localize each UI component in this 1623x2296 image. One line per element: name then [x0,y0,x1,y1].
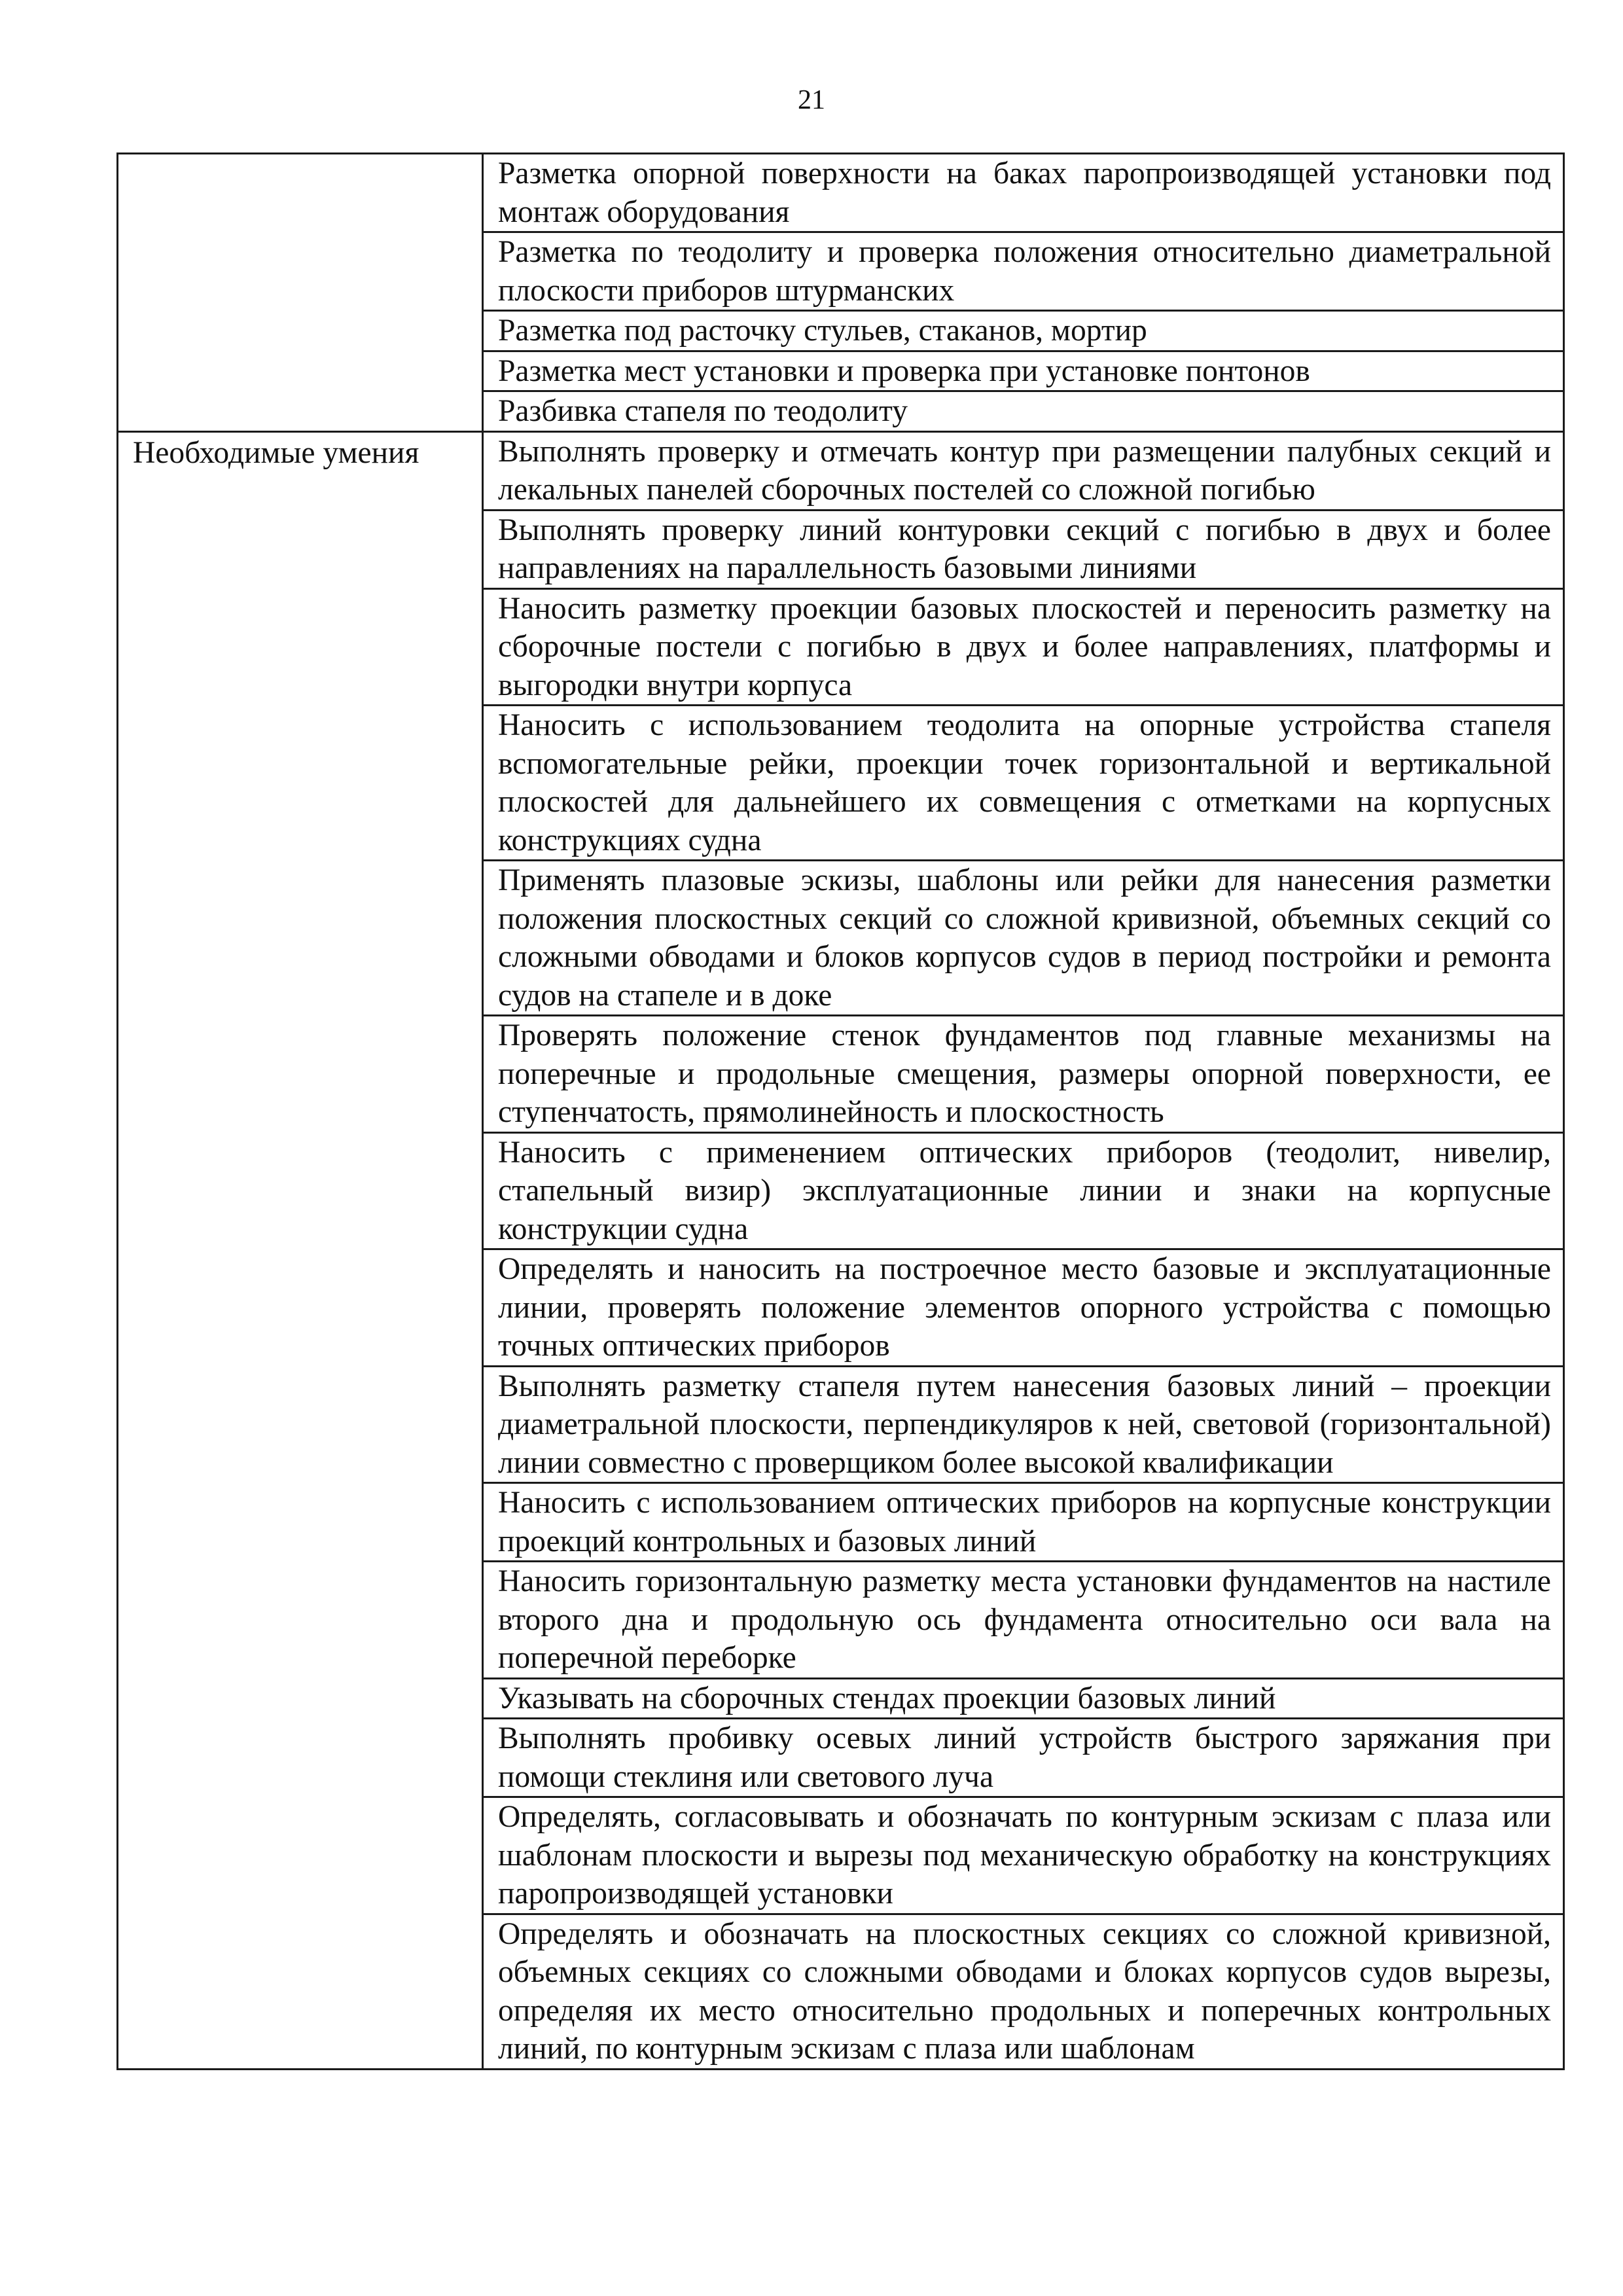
table-cell: Наносить с применением оптических приборов (теодолит, нивелир, стапельный визир) эксплуатационные линии и знаки на корпусные конструкции судна [483,1132,1564,1249]
table-cell: Выполнять пробивку осевых линий устройств быстрого заряжания при помощи стеклиня или светового луча [483,1719,1564,1797]
table-cell: Выполнять проверку и отмечать контур при размещении палубных секций и лекальных панелей сборочных постелей со сложной погибью [483,431,1564,510]
table-cell: Наносить с использованием оптических приборов на корпусные конструкции проекций контрольных и базовых линий [483,1483,1564,1562]
table-cell: Разметка мест установки и проверка при установке понтонов [483,351,1564,391]
table-cell: Применять плазовые эскизы, шаблоны или рейки для нанесения разметки положения плоскостных секций со сложной кривизной, объемных секций со сложными обводами и блоков корпусов судов в период постройки и ремонта судов на стапеле и в доке [483,861,1564,1016]
table-cell: Выполнять разметку стапеля путем нанесения базовых линий – проекции диаметральной плоскости, перпендикуляров к ней, световой (горизонтальной) линии совместно с проверщиком более высокой квалификации [483,1366,1564,1483]
table-cell: Разметка опорной поверхности на баках паропроизводящей установки под монтаж оборудования [483,154,1564,232]
requirements-table [116,152,1565,2070]
table-cell: Указывать на сборочных стендах проекции базовых линий [483,1678,1564,1719]
row-label-required-skills: Необходимые умения [118,431,483,2069]
table-cell: Наносить горизонтальную разметку места установки фундаментов на настиле второго дна и продольную ось фундамента относительно оси вала на поперечной переборке [483,1562,1564,1679]
table-cell: Разбивка стапеля по теодолиту [483,391,1564,432]
page-number: 21 [798,85,825,115]
table-cell: Определять, согласовывать и обозначать по контурным эскизам с плаза или шаблонам плоскости и вырезы под механическую обработку на конструкциях паропроизводящей установки [483,1797,1564,1914]
table-cell: Наносить разметку проекции базовых плоскостей и переносить разметку на сборочные постели с погибью в двух и более направлениях, платформы и выгородки внутри корпуса [483,588,1564,706]
table-cell: Проверять положение стенок фундаментов под главные механизмы на поперечные и продольные смещения, размеры опорной поверхности, ее ступенчатость, прямолинейность и плоскостность [483,1016,1564,1133]
table-cell: Определять и наносить на построечное место базовые и эксплуатационные линии, проверять положение элементов опорного устройства с помощью точных оптических приборов [483,1249,1564,1367]
table-cell: Определять и обозначать на плоскостных секциях со сложной кривизной, объемных секциях со сложными обводами и блоках корпусов судов вырезы, определяя их место относительно продольных и поперечных контрольных линий, по контурным эскизам с плаза или шаблонам [483,1914,1564,2069]
row-label-empty [118,154,483,432]
table-cell: Выполнять проверку линий контуровки секций с погибью в двух и более направлениях на параллельность базовыми линиями [483,510,1564,588]
table-row [118,431,1564,510]
table-cell: Разметка под расточку стульев, стаканов, мортир [483,311,1564,351]
table-cell: Наносить с использованием теодолита на опорные устройства стапеля вспомогательные рейки, проекции точек горизонтальной и вертикальной плоскостей для дальнейшего их совмещения с отметками на корпусных конструкциях судна [483,706,1564,861]
table-row [118,154,1564,232]
table-cell: Разметка по теодолиту и проверка положения относительно диаметральной плоскости приборов штурманских [483,232,1564,311]
